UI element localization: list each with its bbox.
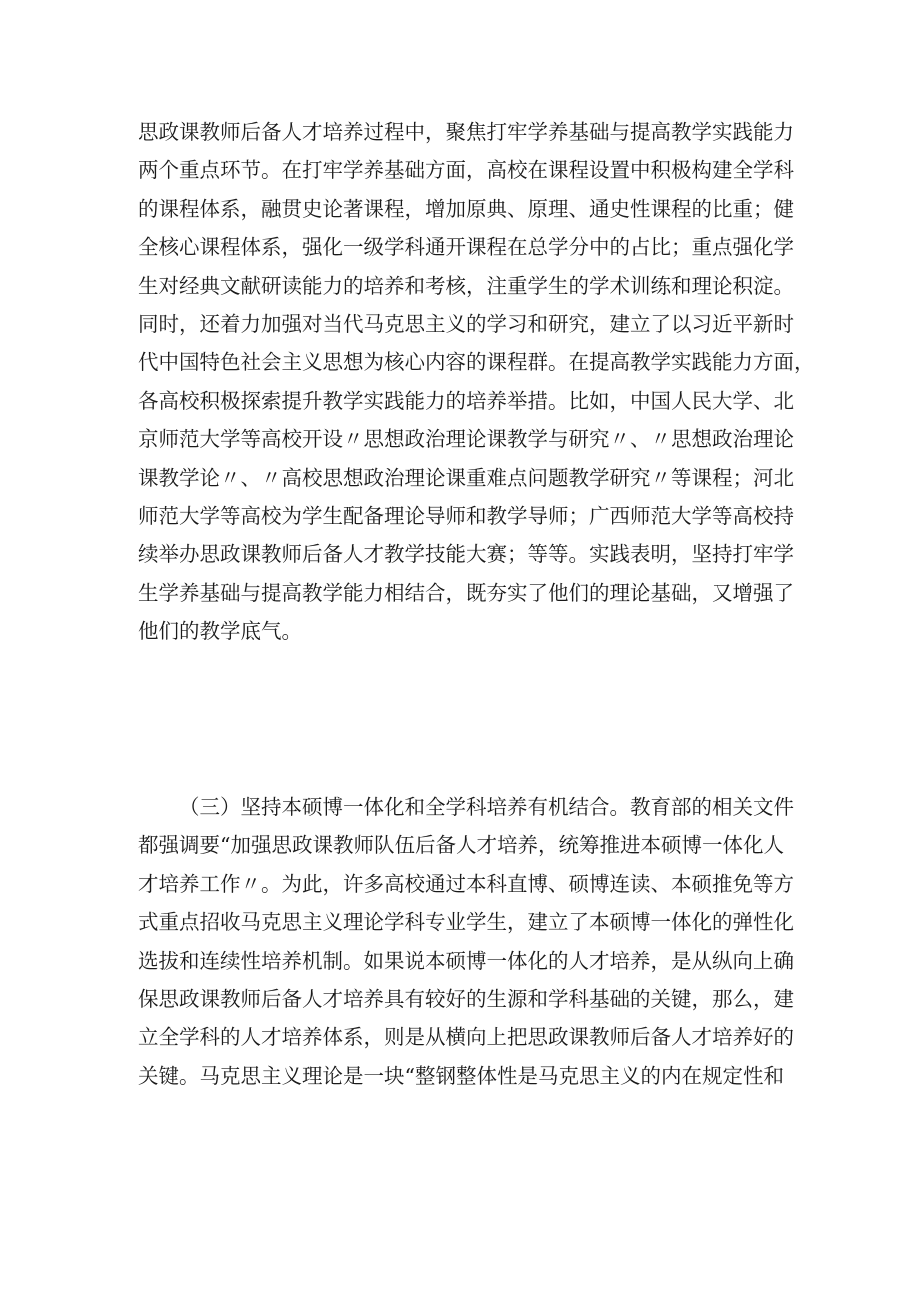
text-line: 京师范大学等高校开设〃思想政治理论课教学与研究〃、〃思想政治理论 — [138, 427, 794, 452]
text-line-indented: （三）坚持本硕博一体化和全学科培养有机结合。教育部的相关文件 — [179, 795, 794, 819]
text-line: 续举办思政课教师后备人才教学技能大赛；等等。实践表明，坚持打牢学 — [138, 542, 794, 567]
text-line: 两个重点环节。在打牢学养基础方面，高校在课程设置中积极构建全学科 — [138, 158, 794, 183]
text-line: 代中国特色社会主义思想为核心内容的课程群。在提高教学实践能力方面， — [138, 350, 815, 375]
text-line: 的课程体系，融贯史论著课程，增加原典、原理、通史性课程的比重；健 — [138, 196, 794, 221]
text-line: 生学养基础与提高教学能力相结合，既夯实了他们的理论基础，又增强了 — [138, 580, 794, 605]
text-line: 同时，还着力加强对当代马克思主义的学习和研究，建立了以习近平新时 — [138, 311, 794, 336]
text-line: 保思政课教师后备人才培养具有较好的生源和学科基础的关键，那么，建 — [138, 986, 794, 1011]
paragraph-1 — [138, 113, 815, 650]
text-line: 关键。马克思主义理论是一块“整钢整体性是马克思主义的内在规定性和 — [138, 1063, 784, 1088]
text-line: 式重点招收马克思主义理论学科专业学生，建立了本硕博一体化的弹性化 — [138, 910, 794, 935]
text-line: 才培养工作〃。为此，许多高校通过本科直博、硕博连读、本硕推免等方 — [138, 871, 794, 896]
text-line: 课教学论〃、〃高校思想政治理论课重难点问题教学研究〃等课程；河北 — [138, 465, 794, 490]
text-line: 全核心课程体系，强化一级学科通开课程在总学分中的占比；重点强化学 — [138, 235, 794, 260]
text-line: 立全学科的人才培养体系，则是从横向上把思政课教师后备人才培养好的 — [138, 1025, 794, 1050]
text-line: 生对经典文献研读能力的培养和考核，注重学生的学术训练和理论积淀。 — [138, 273, 794, 298]
text-line: 各高校积极探索提升教学实践能力的培养举措。比如，中国人民大学、北 — [138, 388, 794, 413]
text-line: 思政课教师后备人才培养过程中，聚焦打牢学养基础与提高教学实践能力 — [138, 120, 794, 144]
text-line: 选拔和连续性培养机制。如果说本硕博一体化的人才培养，是从纵向上确 — [138, 948, 794, 973]
text-line: 都强调要“加强思政课教师队伍后备人才培养，统筹推进本硕博一体化人 — [138, 833, 784, 858]
text-line: 师范大学等高校为学生配备理论导师和教学导师；广西师范大学等高校持 — [138, 503, 794, 528]
text-line: 他们的教学底气。 — [138, 619, 302, 644]
paragraph-2 — [138, 788, 798, 1095]
